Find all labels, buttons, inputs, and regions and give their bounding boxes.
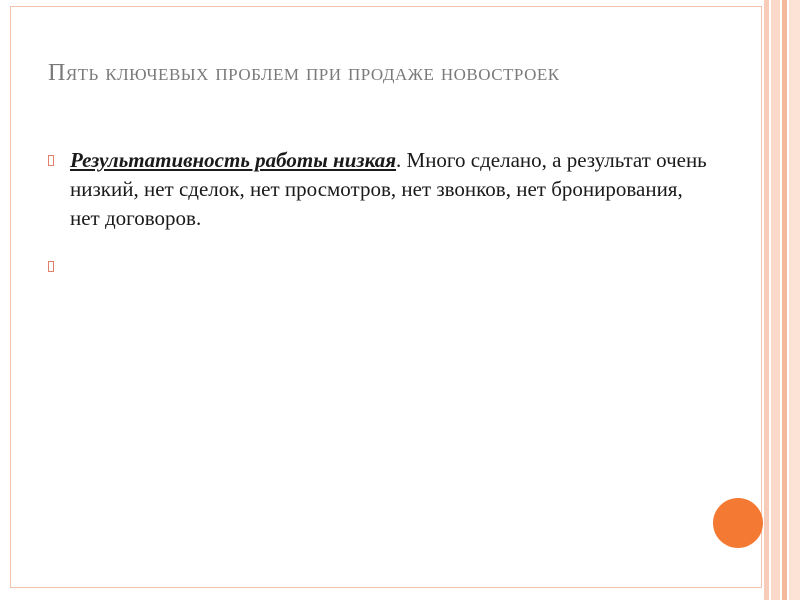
decorative-stripe bbox=[771, 0, 780, 600]
bullet-text bbox=[70, 146, 708, 233]
bullet-emphasis: Результативность работы низкая bbox=[70, 148, 397, 172]
square-bullet-icon bbox=[48, 252, 70, 281]
decorative-stripe bbox=[782, 0, 787, 600]
bullet-body-text: . Много сделано, а результат очень низкий, нет сделок, нет просмотров, нет звонков, нет бронирования, нет договоров. bbox=[70, 148, 707, 230]
bullet-item-empty bbox=[48, 252, 708, 281]
slide-frame bbox=[10, 6, 762, 588]
slide-title: Пять ключевых проблем при продаже новостроек bbox=[48, 60, 560, 86]
slide-body bbox=[48, 146, 708, 281]
decorative-stripe bbox=[789, 0, 800, 600]
orange-circle-decoration bbox=[713, 498, 763, 548]
square-bullet-icon bbox=[48, 146, 70, 175]
bullet-item bbox=[48, 146, 708, 233]
decorative-stripe bbox=[764, 0, 769, 600]
